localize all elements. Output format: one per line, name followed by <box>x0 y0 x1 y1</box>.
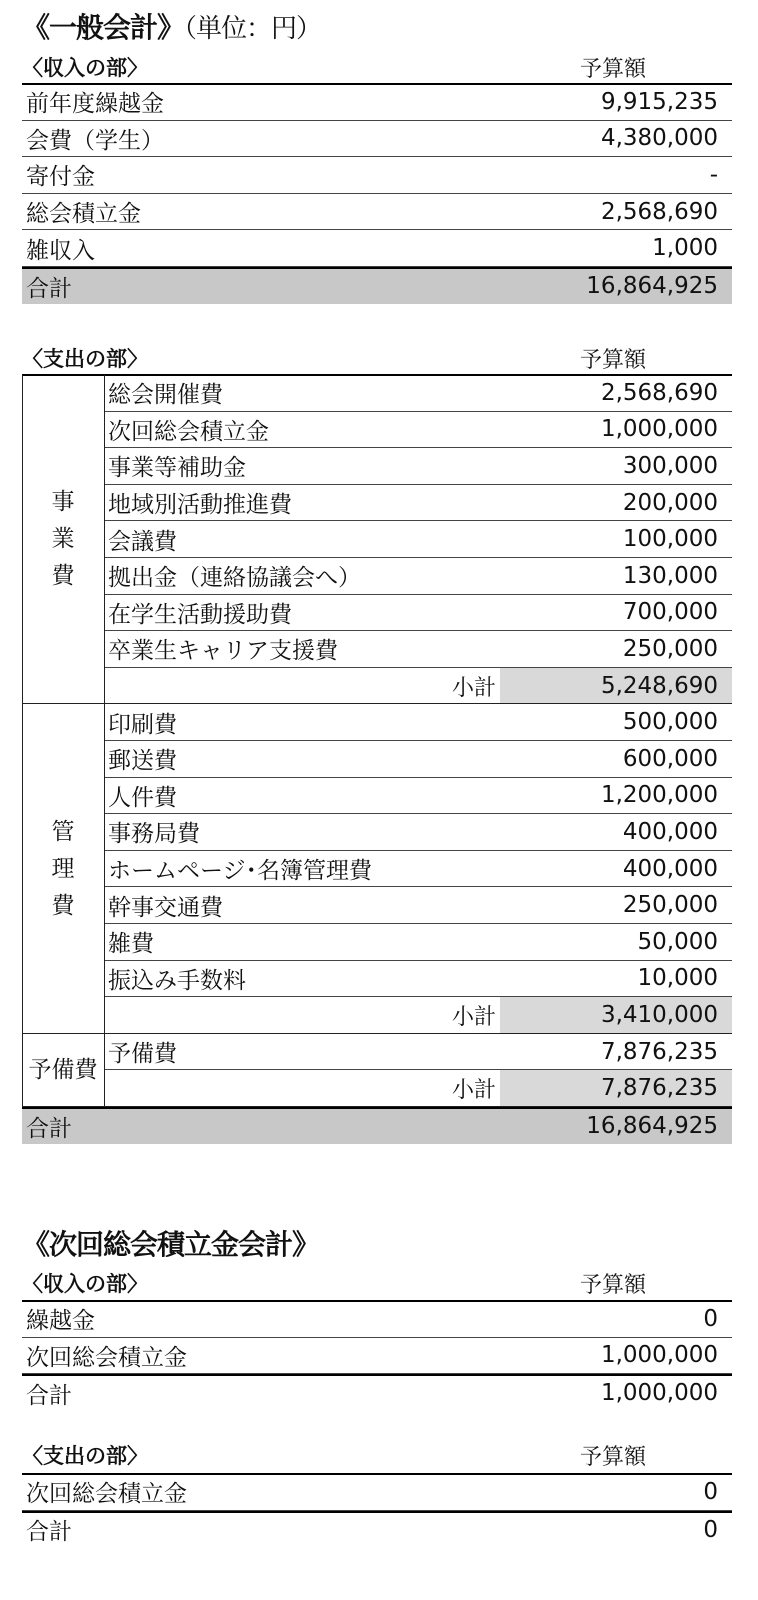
row-amount: 250,000 <box>622 635 718 662</box>
row-label: 次回総会積立金 <box>108 418 269 445</box>
expense-item-row <box>104 851 732 888</box>
expense-item-row <box>104 814 732 851</box>
expense-item-row <box>104 558 732 595</box>
reserve-income-heading: 〈収入の部〉 <box>22 1272 148 1296</box>
row-label: 合計 <box>26 1115 72 1142</box>
row-amount: 10,000 <box>637 965 718 992</box>
subtotal-amount: 3,410,000 <box>500 997 732 1033</box>
row-label: 郵送費 <box>108 748 177 775</box>
row-label: 合計 <box>26 275 72 302</box>
reserve-expense-col-header: 予算額 <box>580 1445 647 1470</box>
reserve-income-total-row <box>22 1374 732 1411</box>
row-amount: 1,200,000 <box>600 782 718 809</box>
reserve-expense-row <box>22 1474 732 1511</box>
subtotal-label: 小計 <box>451 1004 496 1030</box>
row-label: 印刷費 <box>108 711 177 738</box>
border <box>104 704 105 1033</box>
row-amount: 300,000 <box>622 452 718 479</box>
general-title-text: 《一般会計》 <box>22 11 185 44</box>
general-expense-col-header: 予算額 <box>580 348 647 373</box>
row-amount: 2,568,690 <box>600 379 718 406</box>
row-amount: 0 <box>703 1478 718 1505</box>
row-label: 在学生活動援助費 <box>108 601 292 628</box>
border <box>22 375 23 704</box>
row-amount: 7,876,235 <box>600 1038 718 1065</box>
row-label: 総会開催費 <box>108 382 223 409</box>
income-row <box>22 121 732 158</box>
expense-item-row <box>104 887 732 924</box>
row-amount: 100,000 <box>622 526 718 553</box>
row-amount: 1,000,000 <box>600 416 718 443</box>
expense-item-row <box>104 704 732 741</box>
row-label: 雑費 <box>108 931 154 958</box>
reserve-income-row <box>22 1338 732 1375</box>
row-label: 幹事交通費 <box>108 894 223 921</box>
income-row <box>22 194 732 231</box>
row-label: ホームページ･名簿管理費 <box>108 858 373 885</box>
expense-item-row <box>104 412 732 449</box>
expense-category <box>22 1034 104 1107</box>
expense-total-row <box>22 1107 732 1144</box>
row-amount: 1,000,000 <box>600 1380 718 1407</box>
row-amount: 200,000 <box>622 489 718 516</box>
row-amount: 700,000 <box>622 599 718 626</box>
expense-item-row <box>104 448 732 485</box>
border <box>104 1034 105 1107</box>
row-label: 事業等補助金 <box>108 455 246 482</box>
category-char: 費 <box>51 892 75 919</box>
expense-item-row <box>104 741 732 778</box>
row-amount: 1,000 <box>652 235 718 262</box>
row-amount: 130,000 <box>622 562 718 589</box>
row-label: 予備費 <box>108 1041 177 1068</box>
reserve-expense-total-row <box>22 1511 732 1548</box>
row-amount: 400,000 <box>622 855 718 882</box>
subtotal-amount: 5,248,690 <box>500 668 732 704</box>
row-label: 次回総会積立金 <box>26 1481 187 1508</box>
border <box>22 704 23 1033</box>
row-amount: 1,000,000 <box>600 1342 718 1369</box>
reserve-expense-heading: 〈支出の部〉 <box>22 1444 148 1468</box>
row-label: 人件費 <box>108 784 177 811</box>
row-amount: 600,000 <box>622 745 718 772</box>
unit-label: （単位：円） <box>184 14 322 44</box>
row-label: 合計 <box>26 1382 72 1409</box>
row-label: 繰越金 <box>26 1308 95 1335</box>
expense-item-row <box>104 924 732 961</box>
row-label: 振込み手数料 <box>108 967 246 994</box>
row-amount: 0 <box>703 1305 718 1332</box>
expense-item-row <box>104 521 732 558</box>
subtotal-amount: 7,876,235 <box>500 1070 732 1106</box>
row-label: 寄付金 <box>26 164 95 191</box>
subtotal-label: 小計 <box>451 675 496 701</box>
expense-item-row <box>104 778 732 815</box>
category-char: 業 <box>51 526 75 553</box>
row-label: 拠出金（連絡協議会へ） <box>108 565 361 592</box>
general-income-col-header: 予算額 <box>580 57 647 82</box>
category-char: 費 <box>51 563 75 590</box>
row-amount: 16,864,925 <box>586 1113 718 1140</box>
expense-item-row <box>104 485 732 522</box>
row-amount: - <box>709 161 718 188</box>
row-label: 前年度繰越金 <box>26 91 164 118</box>
row-amount: 500,000 <box>622 709 718 736</box>
row-label: 合計 <box>26 1519 72 1546</box>
reserve-income-row <box>22 1301 732 1338</box>
expense-category <box>22 704 104 1033</box>
category-char: 予備費 <box>28 1056 98 1083</box>
row-amount: 4,380,000 <box>600 125 718 152</box>
row-amount: 400,000 <box>622 818 718 845</box>
general-account-title <box>22 6 321 46</box>
expense-item-row <box>104 375 732 412</box>
reserve-account-title: 《次回総会積立金会計》 <box>22 1228 320 1261</box>
category-char: 管 <box>51 818 75 845</box>
row-label: 地域別活動推進費 <box>108 492 292 519</box>
row-amount: 0 <box>703 1516 718 1543</box>
income-row <box>22 157 732 194</box>
row-amount: 250,000 <box>622 892 718 919</box>
income-row <box>22 84 732 121</box>
row-amount: 9,915,235 <box>600 88 718 115</box>
reserve-income-col-header: 予算額 <box>580 1273 647 1298</box>
row-label: 会費（学生） <box>26 127 164 154</box>
row-label: 事務局費 <box>108 821 200 848</box>
border <box>22 1034 23 1107</box>
income-row <box>22 230 732 267</box>
row-label: 会議費 <box>108 528 177 555</box>
row-amount: 16,864,925 <box>586 273 718 300</box>
row-amount: 2,568,690 <box>600 198 718 225</box>
row-label: 総会積立金 <box>26 201 141 228</box>
general-income-heading: 〈収入の部〉 <box>22 56 148 80</box>
expense-category <box>22 375 104 704</box>
expense-item-row <box>104 595 732 632</box>
row-label: 次回総会積立金 <box>26 1344 187 1371</box>
income-total-row <box>22 267 732 304</box>
subtotal-label: 小計 <box>451 1078 496 1104</box>
border <box>104 375 105 704</box>
expense-item-row <box>104 1034 732 1071</box>
category-char: 理 <box>51 855 75 882</box>
row-amount: 50,000 <box>637 928 718 955</box>
expense-item-row <box>104 961 732 998</box>
expense-item-row <box>104 631 732 668</box>
row-label: 卒業生キャリア支援費 <box>108 638 338 665</box>
general-expense-heading: 〈支出の部〉 <box>22 347 148 371</box>
category-char: 事 <box>51 489 75 516</box>
row-label: 雑収入 <box>26 237 95 264</box>
